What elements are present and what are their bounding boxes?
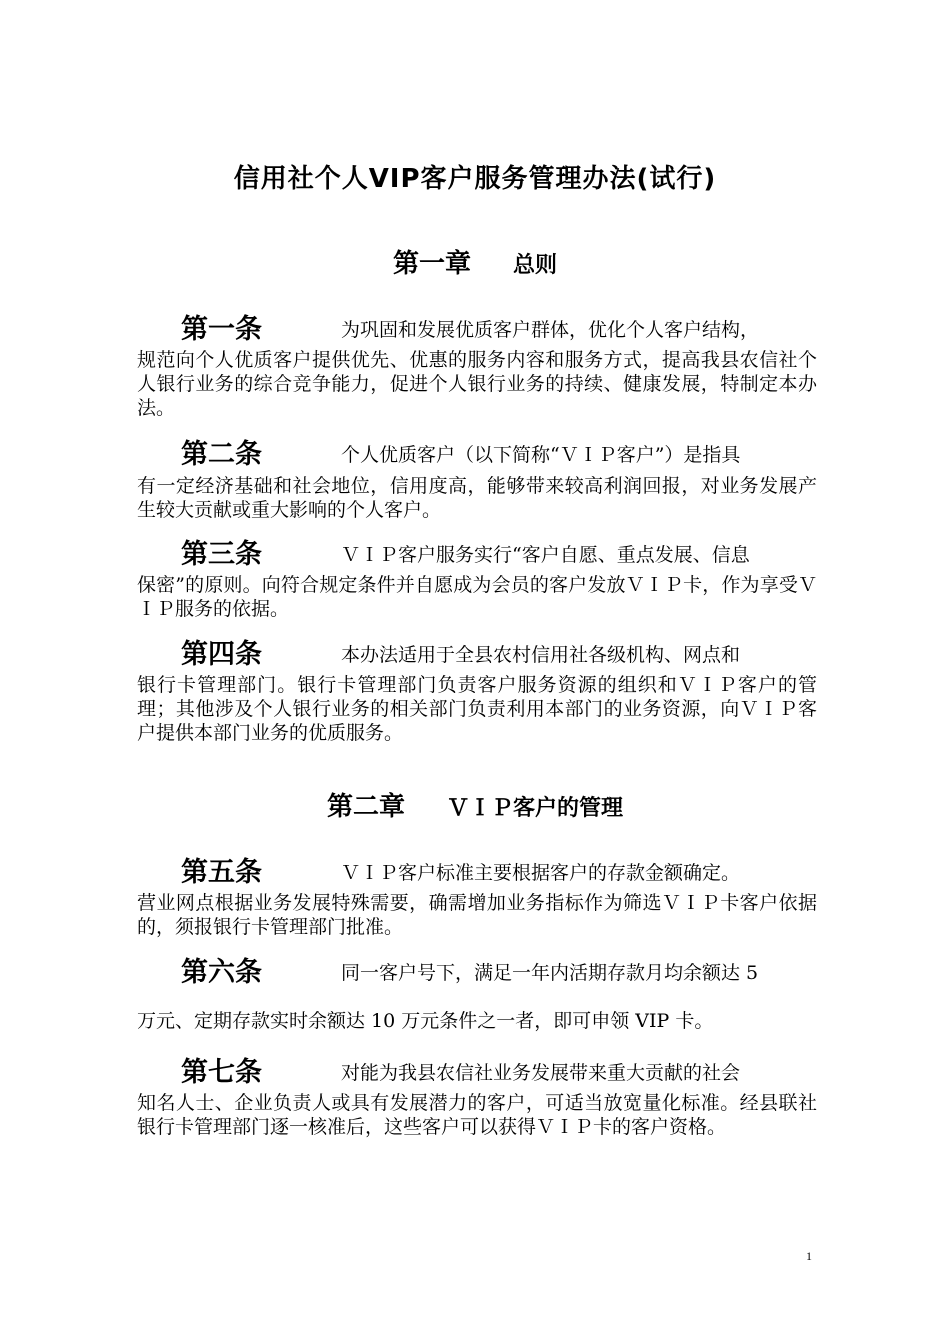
article-7 bbox=[137, 1057, 817, 1139]
chapter-name: ＶＩＰ客户的管理 bbox=[447, 796, 624, 821]
article-first-line: ＶＩＰ客户服务实行“客户自愿、重点发展、信息 bbox=[341, 544, 750, 566]
article-label: 第一条 bbox=[181, 314, 262, 345]
article-5 bbox=[137, 857, 817, 939]
article-body: 有一定经济基础和社会地位，信用度高，能够带来较高利润回报，对业务发展产生较大贡献或重大影响的个人客户。 bbox=[137, 475, 817, 521]
article-6 bbox=[137, 957, 817, 1033]
article-first-line: 个人优质客户（以下简称“ＶＩＰ客户”）是指具 bbox=[341, 444, 741, 466]
chapter-heading-1 bbox=[0, 243, 950, 280]
article-first-line: 为巩固和发展优质客户群体，优化个人客户结构， bbox=[341, 319, 760, 341]
article-4 bbox=[137, 639, 817, 745]
chapter-name: 总则 bbox=[513, 253, 558, 278]
article-body: 保密”的原则。向符合规定条件并自愿成为会员的客户发放ＶＩＰ卡，作为享受ＶＩＰ服务的依据。 bbox=[137, 574, 817, 620]
article-label: 第四条 bbox=[181, 639, 262, 670]
article-body: 营业网点根据业务发展特殊需要，确需增加业务指标作为筛选ＶＩＰ卡客户依据的，须报银行卡管理部门批准。 bbox=[137, 892, 817, 938]
article-first-line: ＶＩＰ客户标准主要根据客户的存款金额确定。 bbox=[341, 862, 741, 884]
article-2 bbox=[137, 439, 817, 522]
article-label: 第二条 bbox=[181, 439, 262, 470]
article-body: 规范向个人优质客户提供优先、优惠的服务内容和服务方式，提高我县农信社个人银行业务的综合竞争能力，促进个人银行业务的持续、健康发展，特制定本办法。 bbox=[137, 349, 817, 419]
page-number: 1 bbox=[806, 1249, 812, 1263]
article-first-line: 本办法适用于全县农村信用社各级机构、网点和 bbox=[341, 644, 741, 666]
chapter-number: 第二章 bbox=[326, 792, 405, 822]
article-body: 银行卡管理部门。银行卡管理部门负责客户服务资源的组织和ＶＩＰ客户的管理；其他涉及个人银行业务的相关部门负责利用本部门的业务资源，向ＶＩＰ客户提供本部门业务的优质服务。 bbox=[137, 674, 817, 744]
article-first-line: 同一客户号下，满足一年内活期存款月均余额达 5 bbox=[341, 962, 759, 984]
chapter-number: 第一章 bbox=[392, 249, 471, 279]
article-label: 第五条 bbox=[181, 857, 262, 888]
article-label: 第六条 bbox=[181, 957, 262, 988]
article-body: 知名人士、企业负责人或具有发展潜力的客户，可适当放宽量化标准。经县联社银行卡管理部门逐一核准后，这些客户可以获得ＶＩＰ卡的客户资格。 bbox=[137, 1092, 817, 1138]
chapter-heading-2 bbox=[0, 786, 950, 823]
article-body: 万元、定期存款实时余额达 10 万元条件之一者，即可申领 VIP 卡。 bbox=[137, 1010, 714, 1032]
article-label: 第三条 bbox=[181, 539, 262, 570]
article-1 bbox=[137, 314, 817, 420]
article-label: 第七条 bbox=[181, 1057, 262, 1088]
document-title: 信用社个人VIP客户服务管理办法(试行) bbox=[233, 164, 717, 194]
article-3 bbox=[137, 539, 817, 621]
article-first-line: 对能为我县农信社业务发展带来重大贡献的社会 bbox=[341, 1062, 741, 1084]
